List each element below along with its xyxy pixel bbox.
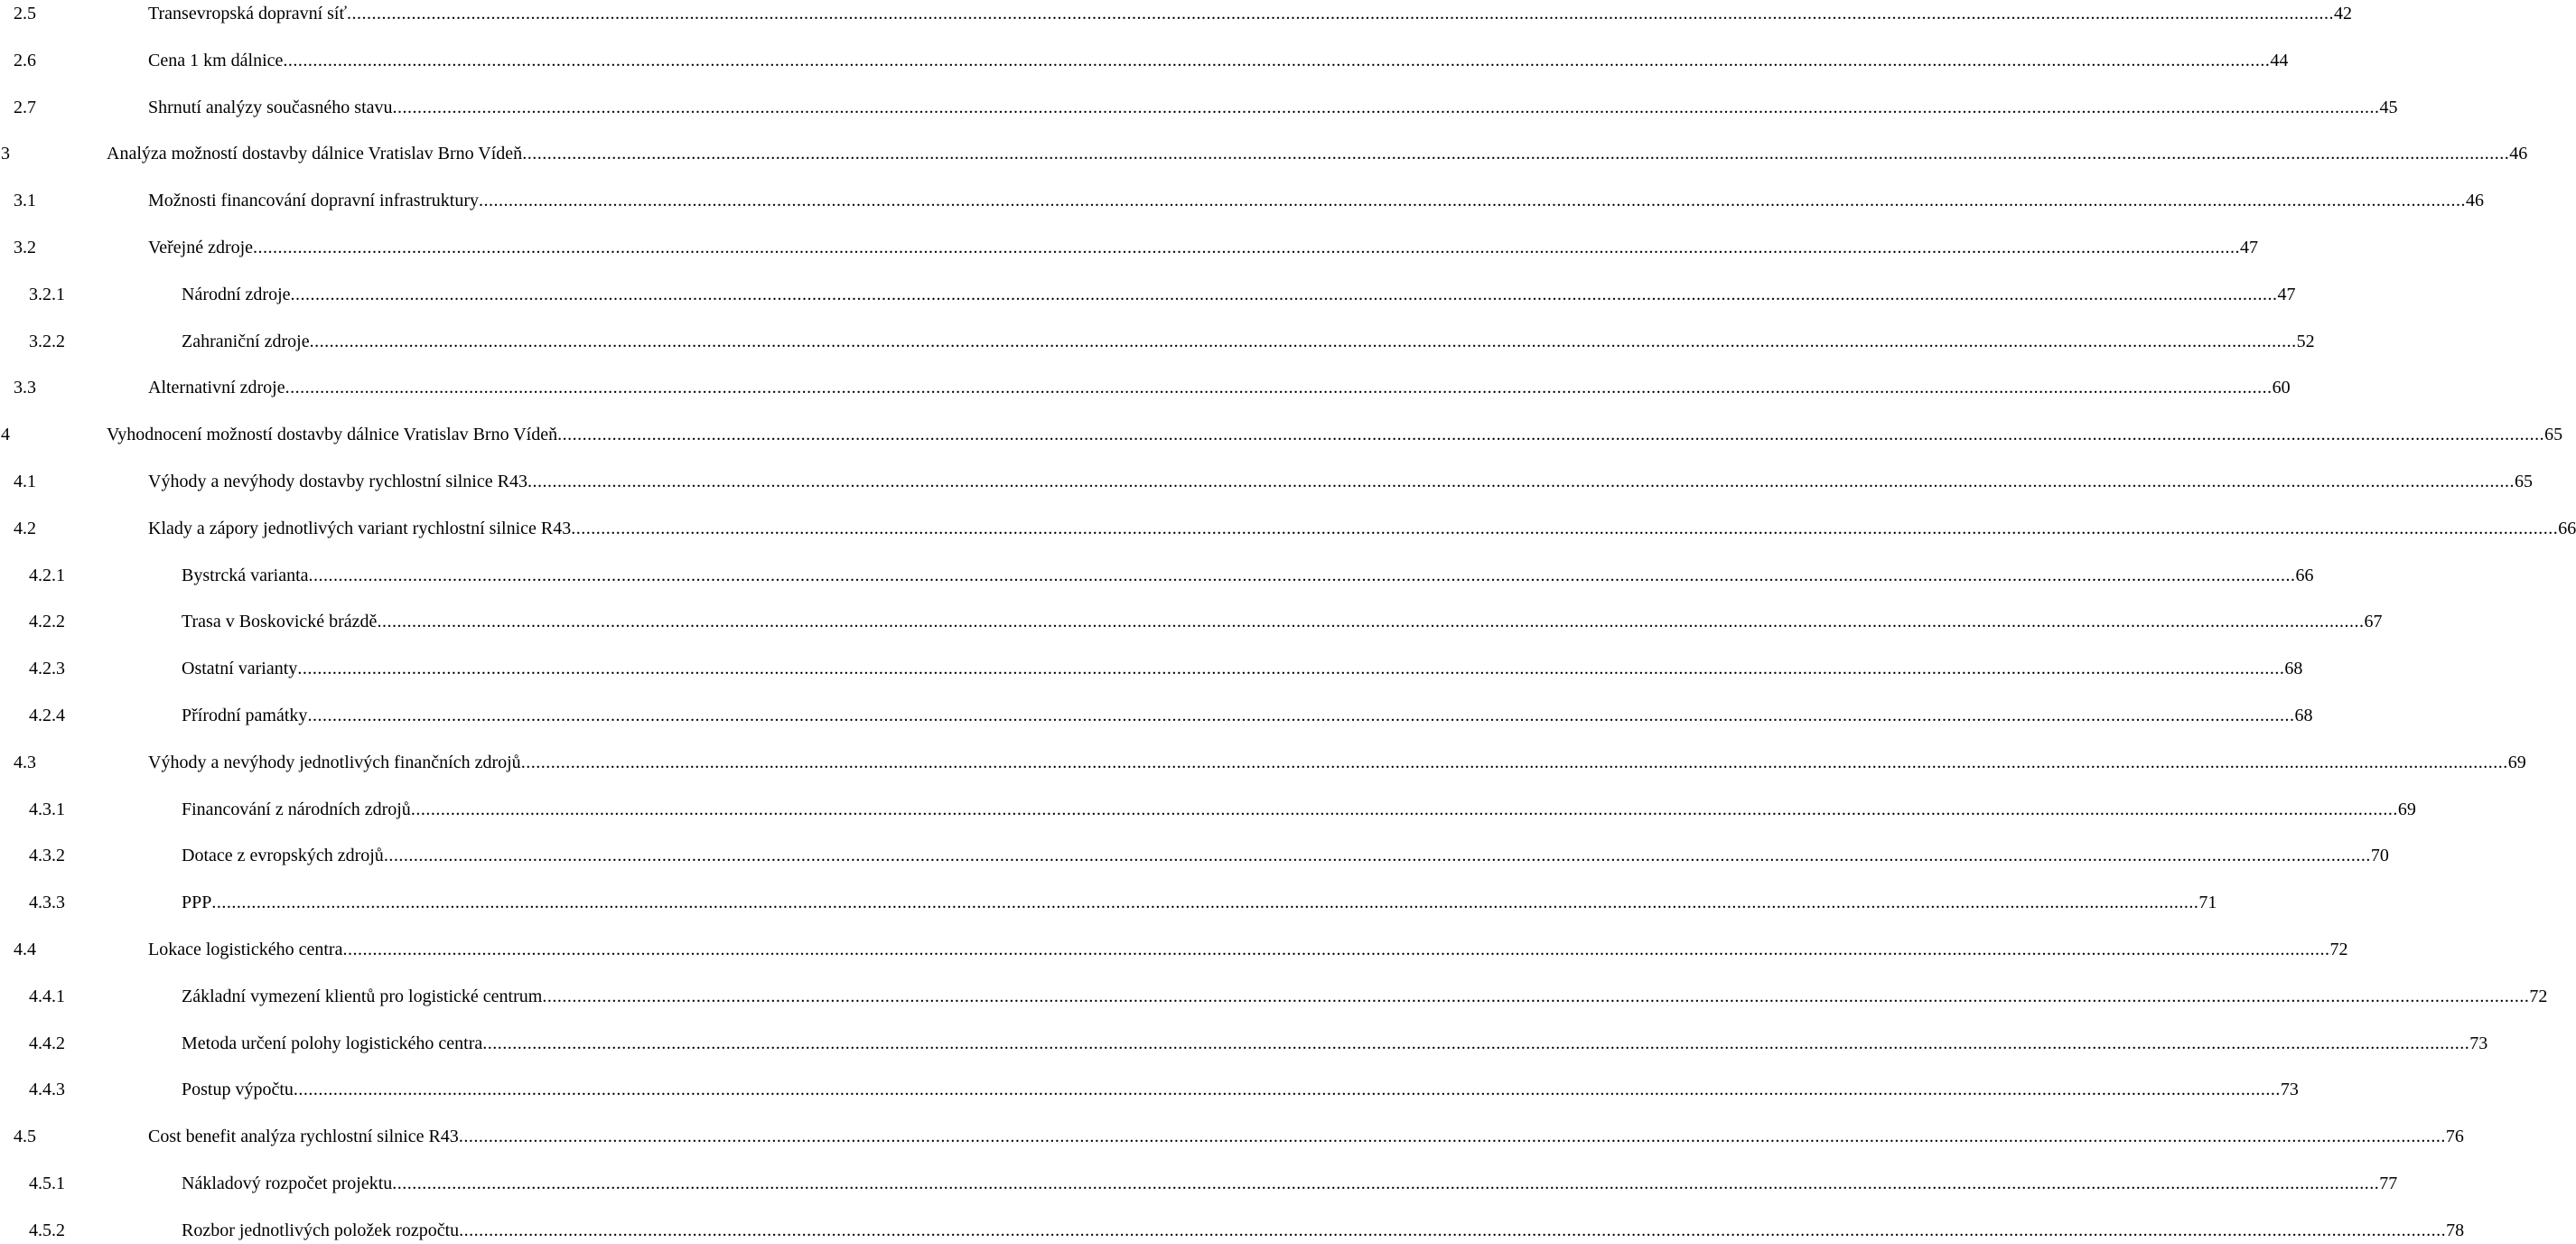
toc-entry-page-number: 69 xyxy=(2397,799,2416,819)
toc-entry-number: 4.2 xyxy=(14,518,36,538)
toc-entry-number: 4.4.3 xyxy=(29,1080,65,1100)
toc-entry[interactable] xyxy=(0,0,2353,27)
toc-entry-line xyxy=(148,187,2485,214)
toc-entry-line xyxy=(182,562,2314,589)
dot-leader: ................................................................................................................................................................................................................................................................................................................................................................................................................ xyxy=(392,97,2380,117)
toc-entry-page-number: 76 xyxy=(2445,1127,2464,1147)
toc-entry-title: Národní zdroje xyxy=(182,284,291,304)
toc-entry-page-number: 73 xyxy=(2469,1033,2488,1053)
toc-entry-line xyxy=(182,702,2313,729)
toc-entry-page-number: 72 xyxy=(2529,986,2548,1006)
toc-entry-line xyxy=(148,468,2533,495)
toc-entry-line xyxy=(148,749,2526,776)
toc-entry-title: Klady a zápory jednotlivých variant rychlostní silnice R43 xyxy=(148,518,572,538)
dot-leader: ................................................................................................................................................................................................................................................................................................................................................................................................................ xyxy=(309,331,2297,351)
toc-entry-page-number: 68 xyxy=(2294,706,2313,725)
toc-entry[interactable] xyxy=(0,234,2259,261)
toc-entry[interactable] xyxy=(0,936,2348,963)
toc-entry-line xyxy=(182,281,2296,308)
toc-entry-number: 4.2.3 xyxy=(29,659,65,679)
toc-entry[interactable] xyxy=(0,421,2563,448)
toc-entry-line xyxy=(182,1076,2299,1103)
toc-entry-line xyxy=(148,936,2348,963)
toc-entry-number: 3.1 xyxy=(14,191,36,211)
toc-entry-line xyxy=(182,1170,2398,1197)
toc-entry-line xyxy=(148,234,2259,261)
dot-leader: ................................................................................................................................................................................................................................................................................................................................................................................................................ xyxy=(211,893,2199,913)
toc-entry-title: Financování z národních zdrojů xyxy=(182,799,411,819)
toc-entry-line xyxy=(148,47,2289,74)
toc-entry[interactable] xyxy=(0,889,2217,916)
toc-entry-line xyxy=(182,842,2389,869)
toc-entry-page-number: 65 xyxy=(2544,425,2563,445)
dot-leader: ................................................................................................................................................................................................................................................................................................................................................................................................................ xyxy=(479,191,2467,211)
toc-entry-line xyxy=(182,889,2217,916)
toc-entry[interactable] xyxy=(0,1076,2299,1103)
toc-entry-title: Bystrcká varianta xyxy=(182,565,309,585)
toc-entry-page-number: 73 xyxy=(2280,1080,2299,1100)
dot-leader: ................................................................................................................................................................................................................................................................................................................................................................................................................ xyxy=(458,1127,2446,1147)
toc-entry-title: Metoda určení polohy logistického centra xyxy=(182,1033,483,1053)
toc-entry-line xyxy=(107,140,2528,167)
dot-leader: ................................................................................................................................................................................................................................................................................................................................................................................................................ xyxy=(571,518,2559,538)
toc-entry[interactable] xyxy=(0,796,2416,823)
toc-entry-number: 4.3 xyxy=(14,752,36,772)
toc-entry-page-number: 70 xyxy=(2370,846,2389,866)
toc-entry-title: Základní vymezení klientů pro logistické centrum xyxy=(182,986,543,1006)
toc-entry-title: Výhody a nevýhody dostavby rychlostní silnice R43 xyxy=(148,472,527,491)
toc-entry-number: 4.4 xyxy=(14,940,36,959)
dot-leader: ................................................................................................................................................................................................................................................................................................................................................................................................................ xyxy=(383,846,2371,866)
dot-leader: ................................................................................................................................................................................................................................................................................................................................................................................................................ xyxy=(297,659,2285,679)
toc-entry-page-number: 72 xyxy=(2329,940,2348,959)
toc-entry-number: 4.5 xyxy=(14,1127,36,1147)
toc-entry-page-number: 46 xyxy=(2509,144,2528,164)
dot-leader: ................................................................................................................................................................................................................................................................................................................................................................................................................ xyxy=(459,1220,2447,1240)
dot-leader: ................................................................................................................................................................................................................................................................................................................................................................................................................ xyxy=(285,378,2273,398)
toc-entry-page-number: 66 xyxy=(2558,518,2576,538)
toc-entry-title: Alternativní zdroje xyxy=(148,378,285,398)
toc-entry-number: 2.5 xyxy=(14,4,36,23)
toc-entry-title: Cena 1 km dálnice xyxy=(148,50,284,70)
toc-entry-title: Analýza možností dostavby dálnice Vratislav Brno Vídeň xyxy=(107,144,523,164)
toc-entry-line xyxy=(148,0,2353,27)
toc-entry-number: 3.2 xyxy=(14,238,36,257)
toc-entry-title: Shrnutí analýzy současného stavu xyxy=(148,97,393,117)
toc-entry-number: 3.3 xyxy=(14,378,36,398)
toc-entry-title: Lokace logistického centra xyxy=(148,940,343,959)
toc-entry-title: Zahraniční zdroje xyxy=(182,331,310,351)
toc-entry-title: Postup výpočtu xyxy=(182,1080,294,1100)
toc-entry[interactable] xyxy=(0,515,2576,542)
toc-entry[interactable] xyxy=(0,1030,2488,1057)
toc-entry-number: 4.2.2 xyxy=(29,612,65,632)
toc-entry-line xyxy=(182,328,2315,355)
toc-entry-page-number: 46 xyxy=(2466,191,2485,211)
toc-entry-line xyxy=(148,1123,2464,1150)
toc-entry[interactable] xyxy=(0,608,2383,635)
toc-entry[interactable] xyxy=(0,374,2291,401)
toc-entry-title: Vyhodnocení možností dostavby dálnice Vratislav Brno Vídeň xyxy=(107,425,558,445)
toc-entry-line xyxy=(148,374,2291,401)
toc-entry-title: Transevropská dopravní síť xyxy=(148,4,348,23)
dot-leader: ................................................................................................................................................................................................................................................................................................................................................................................................................ xyxy=(293,1080,2281,1100)
dot-leader: ................................................................................................................................................................................................................................................................................................................................................................................................................ xyxy=(347,4,2335,23)
toc-entry-page-number: 45 xyxy=(2379,97,2398,117)
toc-entry-title: Možnosti financování dopravní infrastruktury xyxy=(148,191,480,211)
toc-entry-page-number: 69 xyxy=(2507,752,2526,772)
dot-leader: ................................................................................................................................................................................................................................................................................................................................................................................................................ xyxy=(527,472,2515,491)
toc-entry-number: 3 xyxy=(1,144,10,164)
toc-entry-number: 3.2.1 xyxy=(29,284,65,304)
dot-leader: ................................................................................................................................................................................................................................................................................................................................................................................................................ xyxy=(392,1174,2380,1193)
toc-entry[interactable] xyxy=(0,1217,2465,1244)
toc-entry-line xyxy=(182,608,2383,635)
dot-leader: ................................................................................................................................................................................................................................................................................................................................................................................................................ xyxy=(283,50,2271,70)
toc-entry-title: Cost benefit analýza rychlostní silnice R43 xyxy=(148,1127,459,1147)
toc-entry-page-number: 60 xyxy=(2272,378,2291,398)
dot-leader: ................................................................................................................................................................................................................................................................................................................................................................................................................ xyxy=(307,706,2295,725)
toc-entry-page-number: 68 xyxy=(2284,659,2303,679)
toc-entry-page-number: 42 xyxy=(2334,4,2353,23)
toc-entry[interactable] xyxy=(0,140,2528,167)
toc-entry-line xyxy=(148,94,2398,121)
dot-leader: ................................................................................................................................................................................................................................................................................................................................................................................................................ xyxy=(522,144,2510,164)
toc-entry-title: Přírodní památky xyxy=(182,706,308,725)
dot-leader: ................................................................................................................................................................................................................................................................................................................................................................................................................ xyxy=(482,1033,2470,1053)
toc-entry[interactable] xyxy=(0,749,2526,776)
toc-entry-page-number: 47 xyxy=(2240,238,2259,257)
toc-entry[interactable] xyxy=(0,47,2289,74)
toc-entry-title: Výhody a nevýhody jednotlivých finančních zdrojů xyxy=(148,752,521,772)
toc-entry-number: 4.4.2 xyxy=(29,1033,65,1053)
toc-entry-number: 2.7 xyxy=(14,97,36,117)
toc-entry-line xyxy=(148,515,2576,542)
toc-entry-number: 4.5.2 xyxy=(29,1220,65,1240)
toc-entry[interactable] xyxy=(0,94,2398,121)
toc-entry-line xyxy=(182,1217,2465,1244)
toc-entry-page-number: 78 xyxy=(2446,1220,2465,1240)
toc-entry-line xyxy=(182,1030,2488,1057)
toc-entry[interactable] xyxy=(0,702,2313,729)
toc-entry[interactable] xyxy=(0,468,2533,495)
toc-entry-title: Ostatní varianty xyxy=(182,659,298,679)
dot-leader: ................................................................................................................................................................................................................................................................................................................................................................................................................ xyxy=(410,799,2398,819)
toc-entry-number: 4.2.4 xyxy=(29,706,65,725)
toc-entry-number: 3.2.2 xyxy=(29,331,65,351)
dot-leader: ................................................................................................................................................................................................................................................................................................................................................................................................................ xyxy=(290,284,2278,304)
toc-entry-number: 4.5.1 xyxy=(29,1174,65,1193)
toc-entry-title: PPP xyxy=(182,893,212,913)
toc-entry[interactable] xyxy=(0,655,2303,682)
toc-entry-number: 4 xyxy=(1,425,10,445)
toc-entry-line xyxy=(182,983,2548,1010)
toc-entry-title: Dotace z evropských zdrojů xyxy=(182,846,384,866)
toc-entry[interactable] xyxy=(0,842,2389,869)
toc-entry-title: Trasa v Boskovické brázdě xyxy=(182,612,378,632)
toc-entry-page-number: 67 xyxy=(2364,612,2383,632)
toc-entry-number: 2.6 xyxy=(14,50,36,70)
toc-entry-line xyxy=(107,421,2563,448)
toc-entry[interactable] xyxy=(0,562,2314,589)
toc-entry-number: 4.2.1 xyxy=(29,565,65,585)
toc-entry-number: 4.4.1 xyxy=(29,986,65,1006)
toc-entry-page-number: 44 xyxy=(2270,50,2289,70)
toc-entry-page-number: 47 xyxy=(2277,284,2296,304)
dot-leader: ................................................................................................................................................................................................................................................................................................................................................................................................................ xyxy=(308,565,2296,585)
toc-entry-number: 4.1 xyxy=(14,472,36,491)
toc-entry-title: Veřejné zdroje xyxy=(148,238,254,257)
toc-entry[interactable] xyxy=(0,983,2548,1010)
toc-entry-number: 4.3.2 xyxy=(29,846,65,866)
toc-entry-page-number: 71 xyxy=(2198,893,2217,913)
toc-entry-page-number: 77 xyxy=(2379,1174,2398,1193)
toc-entry-page-number: 66 xyxy=(2295,565,2314,585)
dot-leader: ................................................................................................................................................................................................................................................................................................................................................................................................................ xyxy=(253,238,2241,257)
toc-entry-title: Nákladový rozpočet projektu xyxy=(182,1174,393,1193)
dot-leader: ................................................................................................................................................................................................................................................................................................................................................................................................................ xyxy=(542,986,2530,1006)
dot-leader: ................................................................................................................................................................................................................................................................................................................................................................................................................ xyxy=(557,425,2545,445)
toc-entry-number: 4.3.1 xyxy=(29,799,65,819)
toc-entry[interactable] xyxy=(0,328,2315,355)
dot-leader: ................................................................................................................................................................................................................................................................................................................................................................................................................ xyxy=(342,940,2330,959)
toc-entry[interactable] xyxy=(0,1123,2464,1150)
toc-entry-line xyxy=(182,655,2303,682)
toc-entry-page-number: 52 xyxy=(2296,331,2315,351)
toc-entry[interactable] xyxy=(0,187,2485,214)
toc-entry-title: Rozbor jednotlivých položek rozpočtu xyxy=(182,1220,460,1240)
dot-leader: ................................................................................................................................................................................................................................................................................................................................................................................................................ xyxy=(377,612,2365,632)
dot-leader: ................................................................................................................................................................................................................................................................................................................................................................................................................ xyxy=(520,752,2508,772)
toc-entry[interactable] xyxy=(0,281,2296,308)
toc-entry-page-number: 65 xyxy=(2514,472,2533,491)
toc-entry[interactable] xyxy=(0,1170,2398,1197)
toc-entry-line xyxy=(182,796,2416,823)
toc-entry-number: 4.3.3 xyxy=(29,893,65,913)
